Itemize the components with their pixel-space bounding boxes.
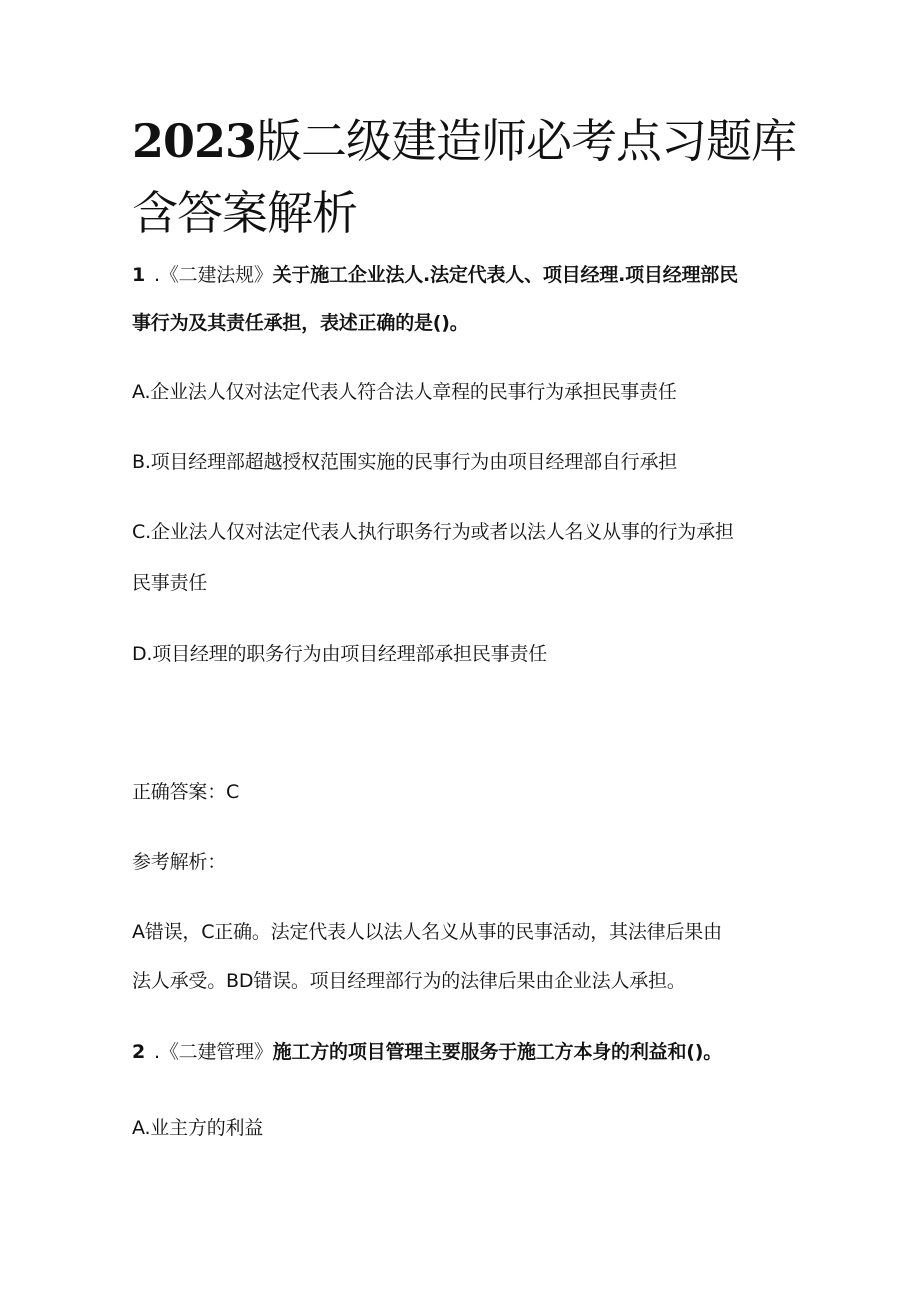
question-1-analysis-line-2: 法人承受。BD错误。项目经理部行为的法律后果由企业法人承担。 [132, 970, 686, 992]
question-1-option-c-line-1: C.企业法人仅对法定代表人执行职务行为或者以法人名义从事的行为承担 [132, 521, 734, 543]
question-1-number: 1 [132, 264, 146, 286]
question-1-answer: 正确答案：C [132, 781, 240, 803]
question-1-analysis-label: 参考解析： [132, 851, 227, 873]
question-1-stem-text: 关于施工企业法人.法定代表人、项目经理.项目经理部民 [272, 264, 738, 286]
title-year: 2023 [132, 114, 257, 168]
question-1-option-c-line-2: 民事责任 [132, 572, 208, 594]
question-2-option-a: A.业主方的利益 [132, 1117, 264, 1139]
question-1-option-d: D.项目经理的职务行为由项目经理部承担民事责任 [132, 643, 548, 665]
question-1-option-a: A.企业法人仅对法定代表人符合法人章程的民事行为承担民事责任 [132, 381, 677, 403]
question-1-dot: . [154, 264, 160, 286]
question-1-stem-line-2: 事行为及其责任承担，表述正确的是()。 [132, 312, 469, 334]
title-text: 版二级建造师必考点习题库 [256, 114, 797, 168]
question-1-stem-line-1 [132, 266, 738, 285]
document-title-line-2: 含答案解析 [132, 186, 357, 240]
question-1-option-b: B.项目经理部超越授权范围实施的民事行为由项目经理部自行承担 [132, 451, 678, 473]
question-1-source: 《二建法规》 [159, 264, 273, 286]
question-2-stem [132, 1043, 722, 1062]
question-1-analysis-line-1: A错误，C正确。法定代表人以法人名义从事的民事活动，其法律后果由 [132, 921, 722, 943]
question-2-dot: . [154, 1041, 160, 1063]
question-2-number: 2 [132, 1041, 146, 1063]
document-title-line-1 [132, 114, 797, 168]
question-2-stem-text: 施工方的项目管理主要服务于施工方本身的利益和()。 [272, 1041, 723, 1063]
question-2-source: 《二建管理》 [159, 1041, 273, 1063]
